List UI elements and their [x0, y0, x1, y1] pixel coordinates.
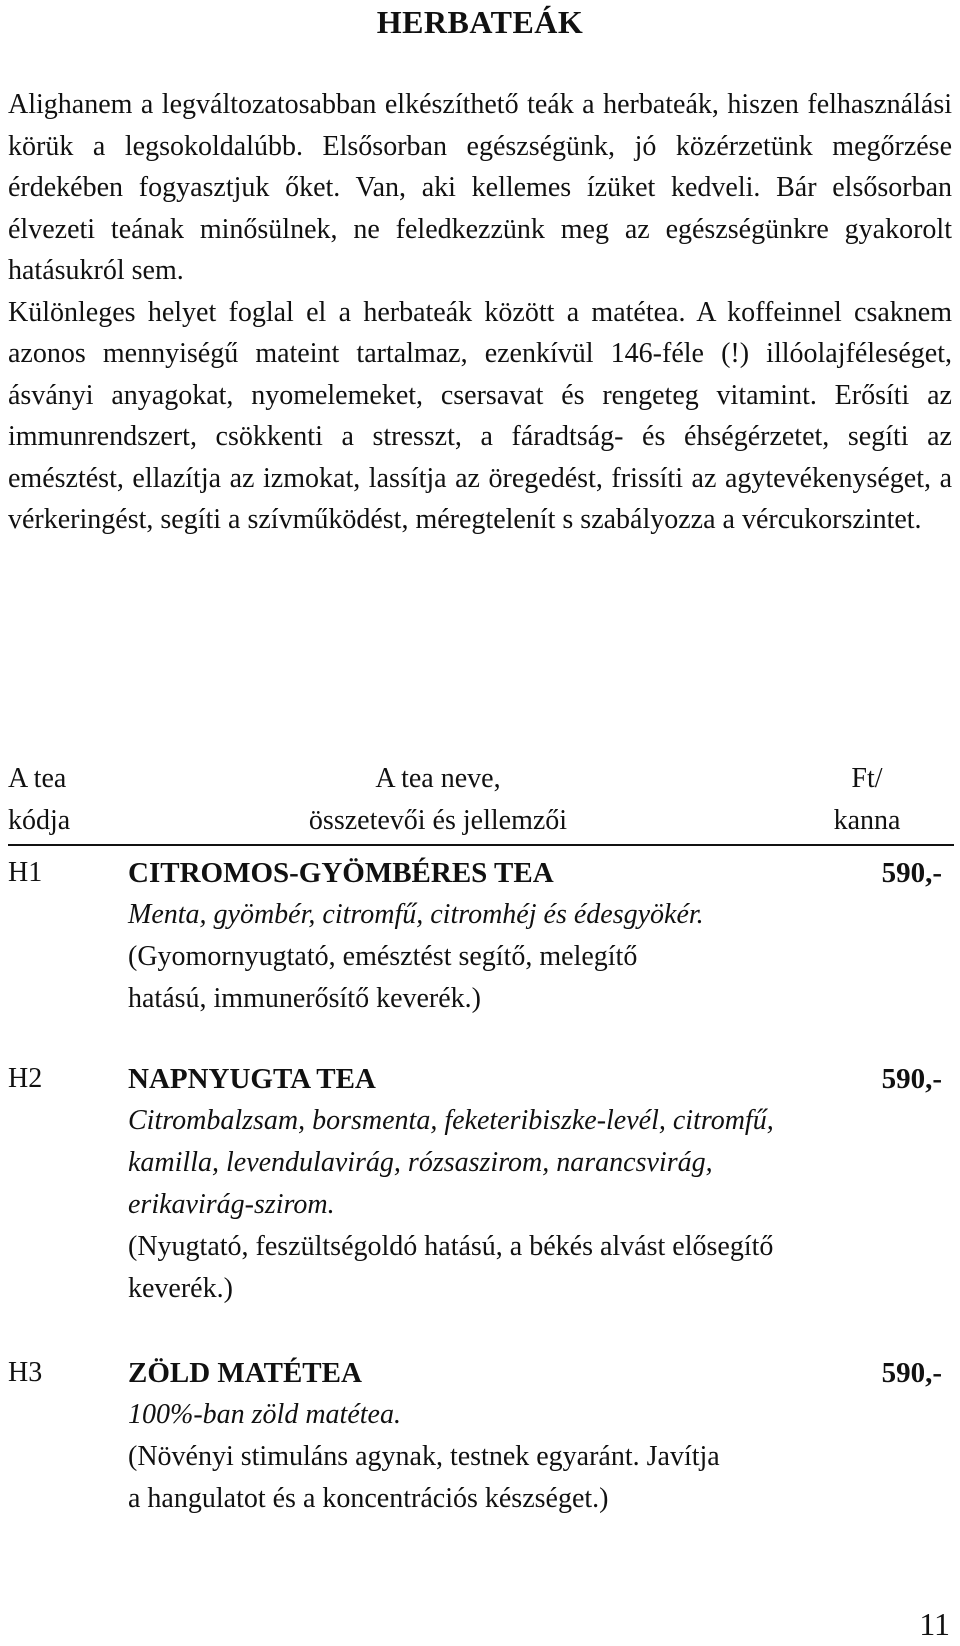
tea-name: ZÖLD MATÉTEA: [128, 1357, 362, 1389]
page-number: 11: [919, 1606, 950, 1642]
tea-body: [128, 1352, 948, 1520]
header-divider: [8, 844, 954, 846]
tea-code: H1: [8, 857, 43, 888]
header-price-line1: Ft/: [851, 763, 883, 794]
header-name: [158, 758, 718, 842]
page-title: HERBATEÁK: [376, 4, 584, 40]
tea-code: H2: [8, 1063, 43, 1094]
tea-ingredients: Citrombalzsam, borsmenta, feketeribiszke-levél, citromfű, kamilla, levendulavirág, rózsaszirom, narancsvirág, erikavirág-szirom.: [128, 1105, 774, 1220]
tea-effect: (Növényi stimuláns agynak, testnek egyaránt. Javítja a hangulatot és a koncentrációs készséget.): [128, 1441, 720, 1514]
tea-body: [128, 1058, 948, 1310]
tea-ingredients: Menta, gyömbér, citromfű, citromhéj és édesgyökér.: [128, 899, 704, 930]
header-code-line2: kódja: [8, 805, 71, 836]
header-code: [8, 758, 128, 842]
tea-ingredients: 100%-ban zöld matétea.: [128, 1399, 401, 1430]
tea-code: H3: [8, 1357, 43, 1388]
tea-name: CITROMOS-GYÖMBÉRES TEA: [128, 857, 554, 889]
header-name-line1: A tea neve,: [375, 763, 501, 794]
table-header: [8, 758, 952, 846]
header-name-line2: összetevői és jellemzői: [308, 805, 568, 836]
tea-price: 590,-: [881, 857, 942, 889]
header-price: [812, 758, 922, 842]
header-price-line2: kanna: [833, 805, 901, 836]
intro-text: [8, 84, 952, 541]
tea-effect: (Nyugtató, feszültségoldó hatású, a békés alvást elősegítő keverék.): [128, 1231, 774, 1304]
tea-name: NAPNYUGTA TEA: [128, 1063, 376, 1095]
tea-price: 590,-: [881, 1357, 942, 1389]
tea-effect: (Gyomornyugtató, emésztést segítő, melegítő hatású, immunerősítő keverék.): [128, 941, 638, 1014]
tea-body: [128, 852, 948, 1020]
header-code-line1: A tea: [8, 763, 67, 794]
intro-paragraph-1: Alighanem a legváltozatosabban elkészíthető teák a herbateák, hiszen felhasználási körük a legsokoldalúbb. Elsősorban egészségünk, jó közérzetünk megőrzése érdekében fogyasztjuk őket. Van, aki kellemes ízüket kedveli. Bár elsősorban élvezeti teának minősülnek, ne feledkezzünk meg az egészségünkre gyakorolt hatásukról sem.: [8, 89, 952, 286]
tea-price: 590,-: [881, 1063, 942, 1095]
intro-paragraph-2: Különleges helyet foglal el a herbateák között a matétea. A koffeinnel csaknem azonos mennyiségű mateint tartalmaz, ezenkívül 146-féle (!) illóolajféleséget, ásványi anyagokat, nyomelemeket, csersavat és rengeteg vitamint. Erősíti az immunrendszert, csökkenti a stresszt, a fáradtság- és éhségérzetet, segíti az emésztést, ellazítja az izmokat, lassítja az öregedést, frissíti az agytevékenységet, a vérkeringést, segíti a szívműködést, méregtelenít s szabályozza a vércukorszintet.: [8, 296, 952, 535]
